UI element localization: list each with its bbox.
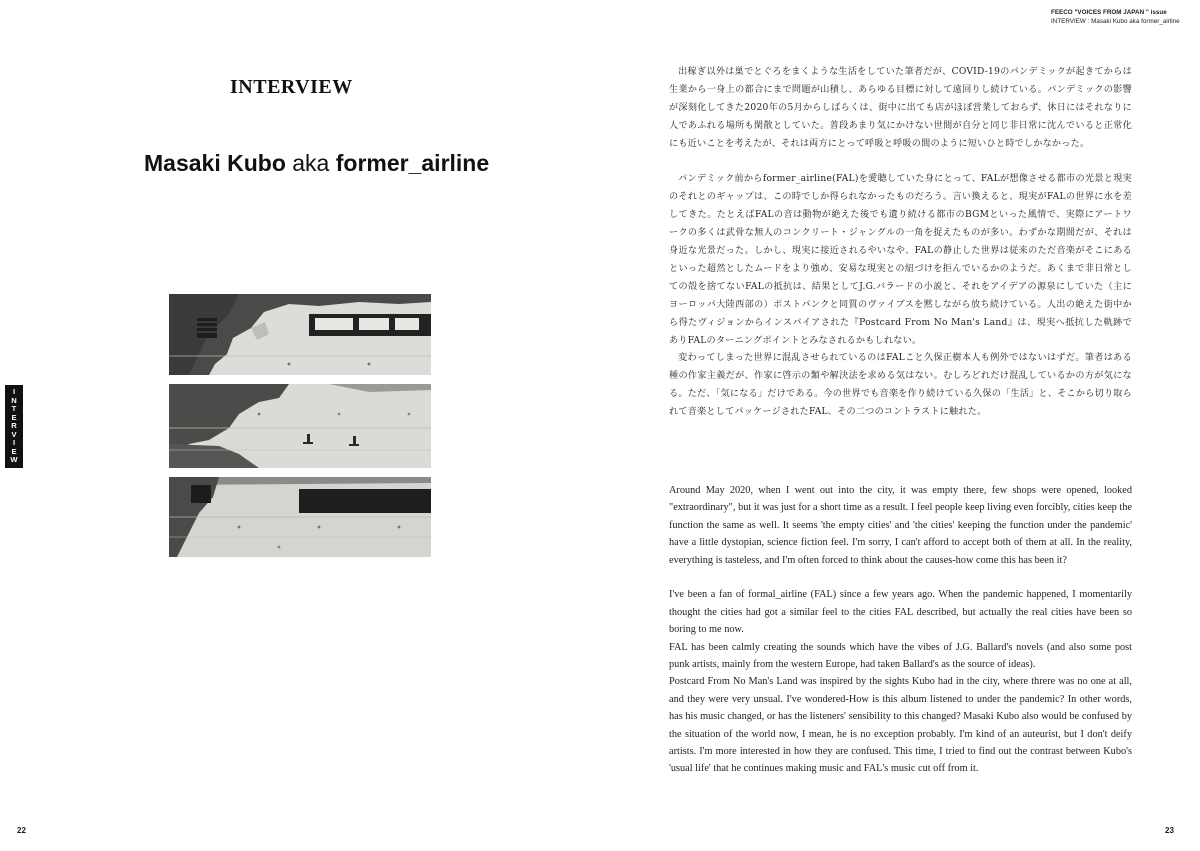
concrete-wall-photo [169, 477, 431, 557]
header-issue: FEECO "VOICES FROM JAPAN " issue [1051, 9, 1167, 16]
side-tab-letter: W [10, 455, 18, 465]
side-tab [5, 385, 23, 468]
jp-paragraph: 変わってしまった世界に混乱させられているのはFALこと久保正樹本人も例外ではないはずだ。筆者はある種の作家主義だが、作家に啓示の類や解決法を求める気はない。むしろどれだけ混乱しているかの方が気になる。ただ、「気になる」だけである。今の世界でも音楽を作り続けている久保の「生活」と、そこから切り取られて音楽としてパッケージされたFAL、その二つのコントラストに触れた。 [669, 353, 1132, 418]
photo-strip-top [169, 294, 431, 375]
en-paragraph: I've been a fan of formal_airline (FAL) since a few years ago. When the pandemic happened, I momentarily thought the cities had got a similar feel to the cities FAL described, but actually the real cities have been so boring to me now. [669, 589, 1132, 636]
title-aka: aka [292, 150, 330, 176]
en-paragraph: FAL has been calmly creating the sounds which have the vibes of J.G. Ballard's novels (and also some post punk artists, mainly from the western Europe, had taken Ballard's as the source of ideas). [669, 641, 1132, 671]
title-name: Masaki Kubo [144, 150, 286, 176]
jp-paragraph: 出稼ぎ以外は巣でとぐろをまくような生活をしていた筆者だが、COVID-19のパンデミックが起きてからは生業から一身上の都合にまで問題が山積し、あらゆる目標に対して遠回りし続けている。パンデミックの影響が深刻化してきた2020年の5月からしばらくは、街中に出ても店がほぼ営業しておらず、休日にはそれなりに人であふれる場所も閑散としていた。普段あまり気にかけない世間が自分と同じ非日常に沈んでいると正常化にも近いことを考えたが、それは両方にとって呼吸と呼吸の間のように短いひと時でしかなかった。 [669, 67, 1132, 149]
side-tab-letter: T [11, 404, 17, 414]
interview-title [144, 150, 564, 177]
running-header [1051, 8, 1191, 26]
side-tab-letter: I [12, 438, 16, 448]
japanese-body [669, 64, 1132, 422]
page-number-left: 22 [17, 826, 26, 835]
concrete-wall-photo [169, 294, 431, 375]
side-tab-letter: I [12, 387, 16, 397]
side-tab-letter: E [11, 412, 17, 422]
side-tab-letter: R [11, 421, 17, 431]
header-interview: INTERVIEW : Masaki Kubo aka former_airline [1051, 18, 1180, 25]
side-tab-letter: E [11, 446, 17, 456]
en-paragraph: Postcard From No Man's Land was inspired by the sights Kubo had in the city, where threre was no one at all, and they were very unsual. I've wondered-How is this album listened to under the pandemic? In other words, has his music changed, or has the listeners' sensibility to this changed? Masaki Kubo also would be confused by the situation of the world now, I mean, he is no exception probably. I'm kind of an auteurist, but I don't deify artists. I'm more interested in how they are confused. This time, I tried to find out the contrast between Kubo's 'usual life' that he continues making music and FAL's music cut off from it. [669, 676, 1132, 775]
page-number-right: 23 [1165, 826, 1174, 835]
photo-strip-middle [169, 384, 431, 468]
jp-paragraph: パンデミック前からformer_airline(FAL)を愛聴していた身にとって、FALが想像させる都市の光景と現実のそれとのギャップは、この時でしか得られなかったものだろう。言い換えると、現実がFALの世界に水を差してきた。たとえばFALの音は動物が絶えた後でも遺り続ける都市のBGMといった風情で、実際にアートワークの多くは武骨な無人のコンクリート・ジャングルの一角を捉えたものが多い。わずかな期間だが、それは身近な光景だった。しかし、現実に接近されるやいなや、FALの静止した世界は従来のただ音楽がそこにあるといった超然としたムードをより強め、安易な現実との紐づけを拒んでいるかのようだ。あくまで非日常としての殻を捨てないFALの抵抗は、結果としてJ.G.バラードの小説と、それをアイデアの源泉にしていた（主にヨーロッパ大陸西部の）ポストパンクと同質のヴァイブスを黙しながら放ち続けている。人出の絶えた街中から得たヴィジョンからインスパイアされた『Postcard From No Man's Land』は、現実へ抵抗した軌跡でありFALのターニングポイントとみなされるかもしれない。 [669, 174, 1132, 346]
english-body [669, 482, 1132, 778]
right-page [600, 0, 1200, 851]
side-tab-letter: N [11, 395, 17, 405]
section-label: INTERVIEW [230, 76, 353, 98]
concrete-wall-photo [169, 384, 431, 468]
side-tab-letter: V [11, 429, 17, 439]
photo-strip-bottom [169, 477, 431, 557]
title-alias: former_airline [335, 150, 490, 176]
en-paragraph: Around May 2020, when I went out into the city, it was empty there, few shops were opened, looked "extraordinary", but it was just for a short time as a result. I feel people keep living even forcibly, cities keep the function the same as well. It seems 'the empty cities' and 'the cities' keeping the function under the pandemic' have a little dystopian, science fiction feel. I'm sorry, I can't afford to accept both of them at all. In the reality, everything is tasteless, and I'm often forced to think about the causes-how come this has been it? [669, 485, 1132, 566]
